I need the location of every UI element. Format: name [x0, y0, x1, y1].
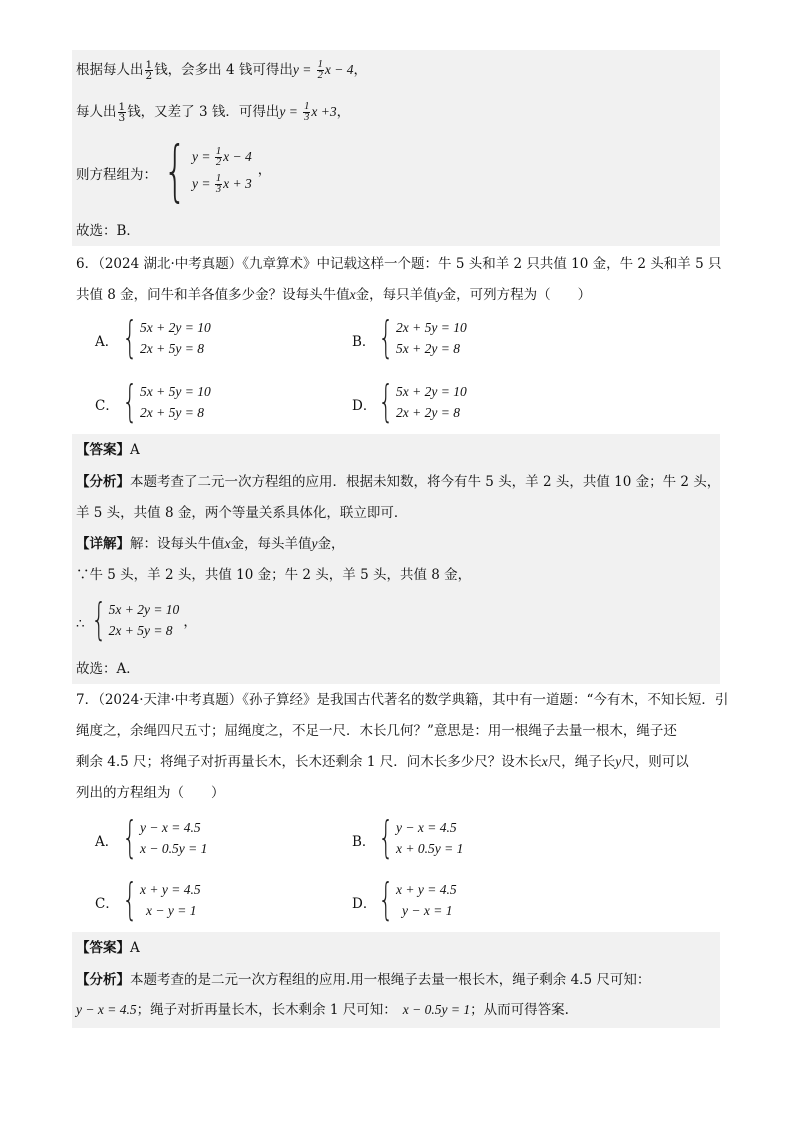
q7-option-d[interactable]: { x + y = 4.5 y − x = 1: [378, 874, 457, 925]
q6-stem-line-1: 6．（2024 湖北·中考真题）《九章算术》中记载这样一个题：牛 5 头和羊 2 只共值 10 金，牛 2 头和羊 5 只: [76, 256, 722, 272]
brace-icon: {: [122, 312, 138, 363]
q6-analysis-2: 羊 5 头，共值 8 金，两个等量关系具体化，联立即可．: [76, 505, 408, 521]
q6-option-a[interactable]: { 5x + 2y = 10 2x + 5y = 8: [122, 312, 211, 363]
q6-detail-1: 【详解】解：设每头牛值x金，每头羊值y金，: [76, 536, 345, 552]
q7-option-a[interactable]: { y − x = 4.5 x − 0.5y = 1: [122, 812, 208, 863]
q7-option-a-label[interactable]: A．: [95, 834, 119, 850]
q6-option-a-label[interactable]: A．: [95, 334, 119, 350]
q6-option-c[interactable]: { 5x + 5y = 10 2x + 5y = 8: [122, 376, 211, 427]
q6-analysis-1: 【分析】本题考查了二元一次方程组的应用．根据未知数，将今有牛 5 头，羊 2 头，共值 10 金；牛 2 头，: [76, 474, 721, 490]
q7-stem-line-2: 绳度之，余绳四尺五寸；屈绳度之，不足一尺．木长几何？”意思是：用一根绳子去量一根木，绳子还: [76, 723, 677, 739]
prev-line-1: 根据每人出 $\frac{1}{2}$ 钱，会多出 4 钱可得出y = $\frac{1}{2}$ x − 4，: [76, 59, 367, 82]
brace-icon: {: [163, 132, 187, 209]
q7-option-b[interactable]: { y − x = 4.5 x + 0.5y = 1: [378, 812, 464, 863]
q7-analysis-2: y − x = 4.5；绳子对折再量长木，长木剩余 1 尺可知： x − 0.5y = 1；从而可得答案.: [76, 1002, 569, 1018]
brace-icon: {: [378, 312, 394, 363]
q7-answer: 【答案】A: [76, 940, 140, 956]
brace-icon: {: [122, 376, 138, 427]
q6-stem-line-2: 共值 8 金，问牛和羊各值多少金？设每头牛值x金，每只羊值y金，可列方程为（ ）: [76, 287, 592, 303]
q6-choice: 故选：A．: [76, 661, 140, 677]
prev-equation-system: { y = $\frac{1}{2}$ x − 4 y = $\frac{1}{3}$ x + 3 ，: [163, 132, 272, 209]
q7-stem-line-1: 7．（2024·天津·中考真题）《孙子算经》是我国古代著名的数学典籍，其中有一道题：“今有木，不知长短．引: [76, 692, 729, 708]
brace-icon: {: [378, 812, 394, 863]
brace-icon: {: [378, 376, 394, 427]
q7-analysis-1: 【分析】本题考查的是二元一次方程组的应用.用一根绳子去量一根长木，绳子剩余 4.5 尺可知：: [76, 972, 651, 988]
q6-option-d-label[interactable]: D．: [352, 398, 377, 414]
brace-icon: {: [90, 594, 107, 645]
q6-option-d[interactable]: { 5x + 2y = 10 2x + 2y = 8: [378, 376, 467, 427]
brace-icon: {: [378, 874, 394, 925]
prev-choice: 故选：B．: [76, 223, 140, 239]
q7-option-b-label[interactable]: B．: [352, 834, 376, 850]
q6-option-b-label[interactable]: B．: [352, 334, 376, 350]
prev-line-3-label: 则方程组为：: [76, 167, 157, 183]
fraction: $\frac{1}{2}$: [145, 59, 153, 82]
q6-option-c-label[interactable]: C．: [95, 398, 119, 414]
q7-option-c[interactable]: { x + y = 4.5 x − y = 1: [122, 874, 201, 925]
q7-option-c-label[interactable]: C．: [95, 896, 119, 912]
q6-option-b[interactable]: { 2x + 5y = 10 5x + 2y = 8: [378, 312, 467, 363]
brace-icon: {: [122, 812, 138, 863]
q6-detail-2: ∵牛 5 头，羊 2 头，共值 10 金；牛 2 头，羊 5 头，共值 8 金，: [76, 567, 472, 583]
q6-detail-system: ∴ { 5x + 2y = 10 2x + 5y = 8 ，: [76, 594, 197, 645]
prev-line-2: 每人出 $\frac{1}{3}$ 钱，又差了 3 钱．可得出y = $\frac{1}{3}$ x +3，: [76, 101, 351, 124]
q7-stem-line-4: 列出的方程组为（ ）: [76, 785, 225, 801]
q6-answer: 【答案】A: [76, 442, 140, 458]
q7-stem-line-3: 剩余 4.5 尺；将绳子对折再量长木，长木还剩余 1 尺．问木长多少尺？设木长x尺，绳子长y尺，则可以: [76, 754, 689, 770]
q7-option-d-label[interactable]: D．: [352, 896, 377, 912]
brace-icon: {: [122, 874, 138, 925]
